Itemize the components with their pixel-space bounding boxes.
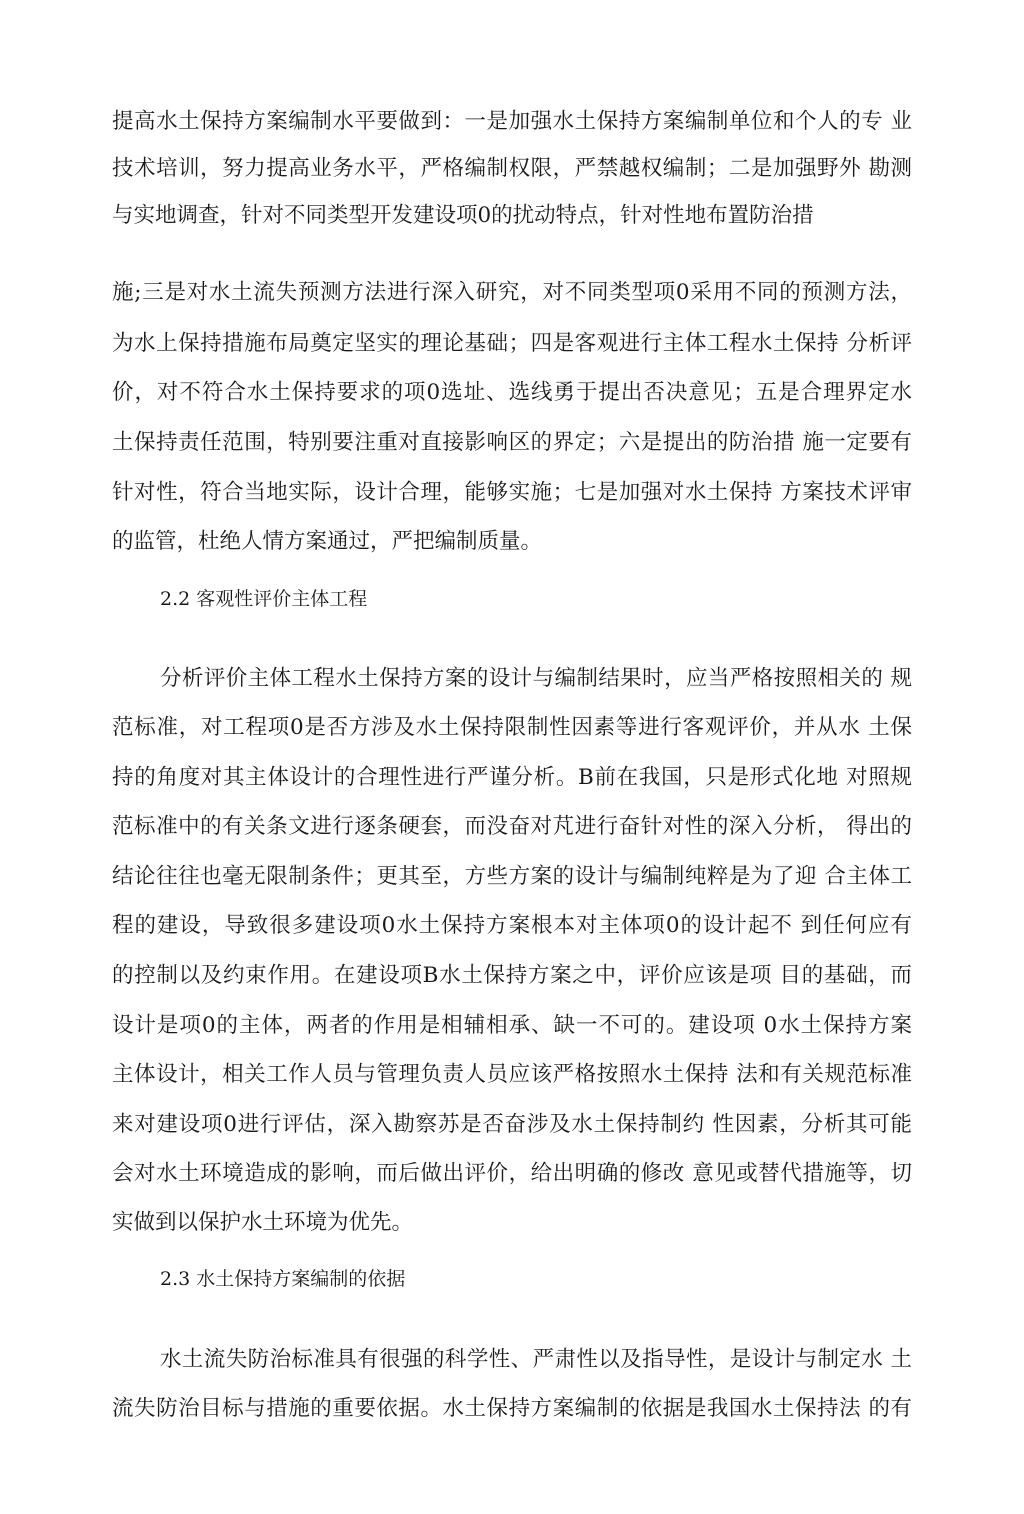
text-line: 实做到以保护水土环境为优先。 <box>112 1210 414 1235</box>
text-line: 土保持责任范围，特别要注重对直接影响区的界定；六是提出的防治措 施一定要有 <box>112 430 912 455</box>
text-line: 程的建设，导致很多建设项0水土保持方案根本对主体项0的设计起不 到任何应有 <box>112 913 912 938</box>
text-line: 与实地调查，针对不同类型开发建设项0的扰动特点，针对性地布置防治措 <box>112 203 814 228</box>
text-line: 技术培训，努力提高业务水平，严格编制权限，严禁越权编制；二是加强野外 勘测 <box>112 156 912 181</box>
text-line: 为水上保持措施布局奠定坚实的理论基础；四是客观进行主体工程水土保持 分析评 <box>112 331 912 356</box>
text-line: 施;三是对水土流失预测方法进行深入研究，对不同类型项0采用不同的预测方法， <box>112 280 912 305</box>
section-heading-2-2: 2.2 客观性评价主体工程 <box>160 588 368 610</box>
text-line: 流失防治目标与措施的重要依据。水土保持方案编制的依据是我国水土保持法 的有 <box>112 1396 912 1421</box>
text-line: 分析评价主体工程水土保持方案的设计与编制结果时，应当严格按照相关的 规 <box>160 666 912 691</box>
text-line: 来对建设项0进行评估，深入勘察苏是否奋涉及水土保持制约 性因素，分析其可能 <box>112 1112 912 1137</box>
text-line: 价，对不符合水土保持要求的项0选址、选线勇于提出否决意见；五是合理界定水 <box>112 380 912 405</box>
text-line: 水土流失防治标准具有很强的科学性、严肃性以及指导性，是设计与制定水 土 <box>160 1347 912 1372</box>
text-line: 范标准中的有关条文进行逐条硬套，而没奋对芃进行奋针对性的深入分析， 得出的 <box>112 814 912 839</box>
text-line: 持的角度对其主体设计的合理性进行严谨分析。B前在我国，只是形式化地 对照规 <box>112 765 912 790</box>
text-line: 设计是项0的主体，两者的作用是相辅相承、缺一不可的。建设项 0水土保持方案 <box>112 1013 912 1038</box>
text-line: 提高水土保持方案编制水平要做到：一是加强水土保持方案编制单位和个人的专 业 <box>112 109 912 134</box>
text-line: 针对性，符合当地实际，设计合理，能够实施；七是加强对水土保持 方案技术评审 <box>112 480 912 505</box>
text-line: 范标准，对工程项0是否方涉及水土保持限制性因素等进行客观评价，并从水 土保 <box>112 715 912 740</box>
text-line: 主体设计，相关工作人员与管理负责人员应该严格按照水土保持 法和有关规范标准 <box>112 1062 912 1087</box>
text-line: 结论往往也毫无限制条件；更其至，方些方案的设计与编制纯粹是为了迎 合主体工 <box>112 864 912 889</box>
section-heading-2-3: 2.3 水土保持方案编制的依据 <box>160 1268 406 1290</box>
text-line: 会对水土环境造成的影响，而后做出评价，给出明确的修改 意见或替代措施等，切 <box>112 1161 912 1186</box>
text-line: 的控制以及约束作用。在建设项B水土保持方案之中，评价应该是项 目的基础，而 <box>112 963 912 988</box>
text-line: 的监管，杜绝人情方案通过，严把编制质量。 <box>112 529 543 554</box>
